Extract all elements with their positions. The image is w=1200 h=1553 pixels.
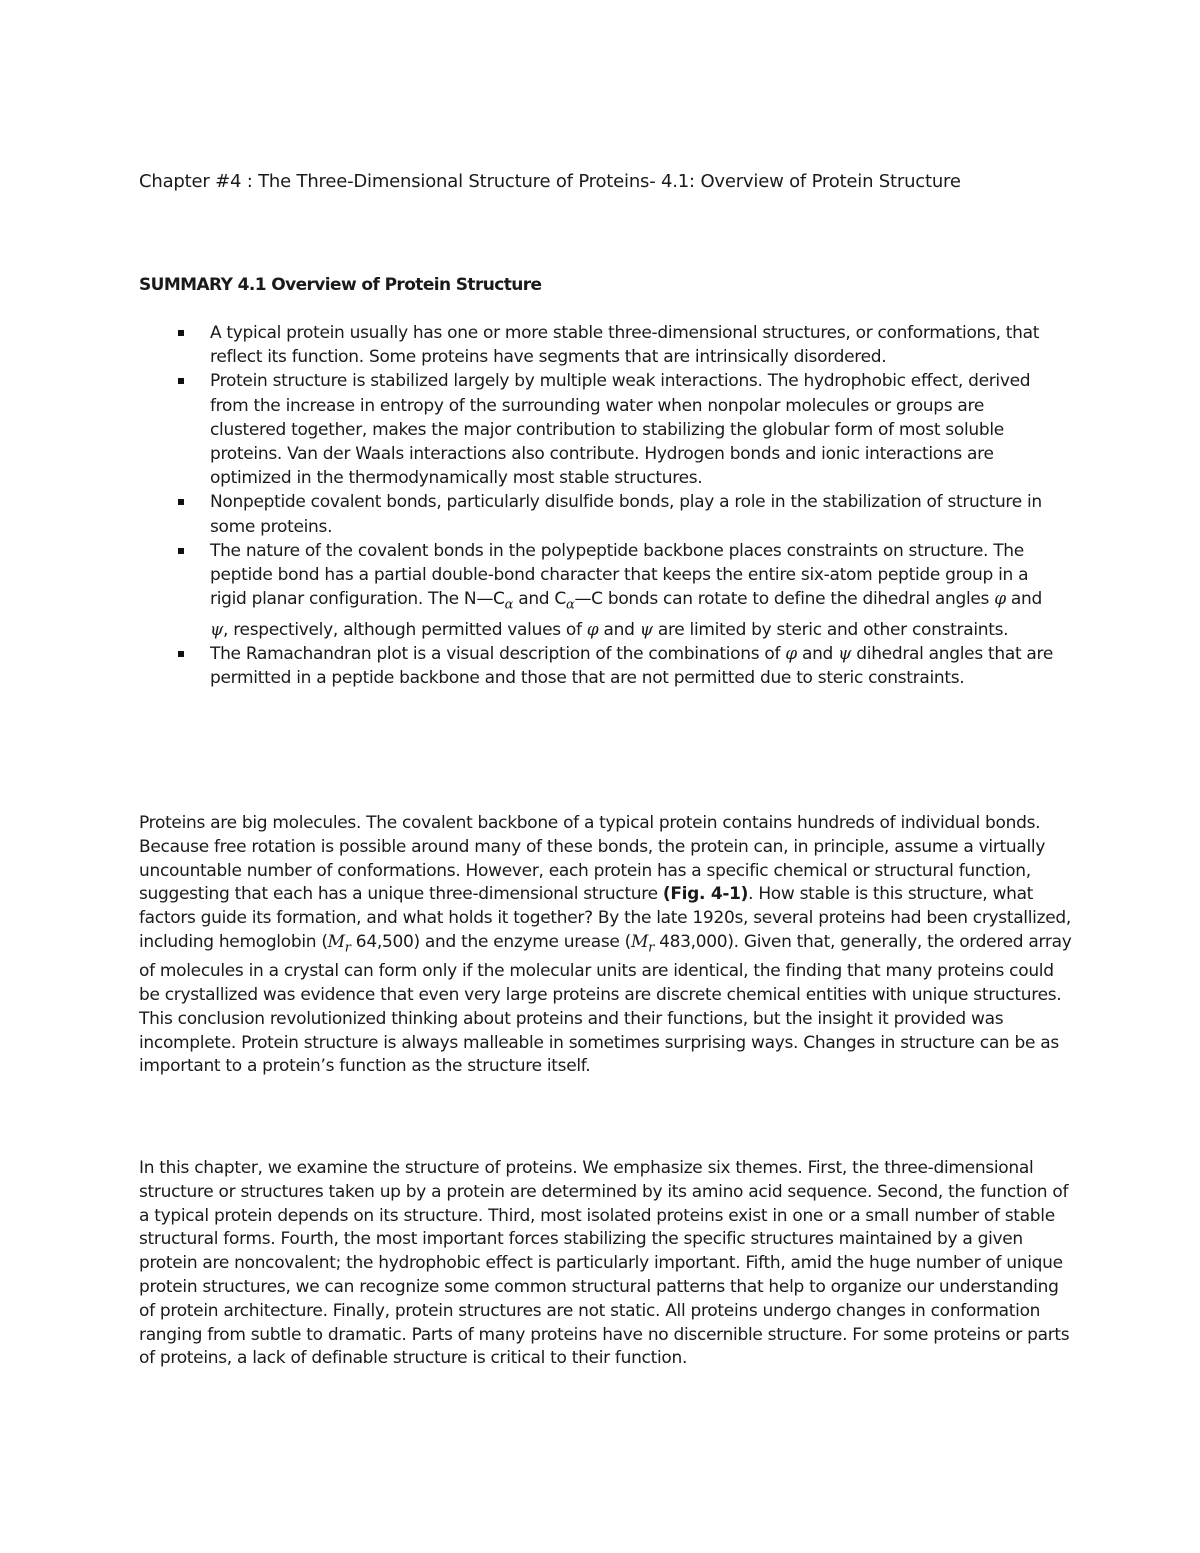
square-bullet-icon bbox=[178, 330, 184, 336]
body-paragraph-2: In this chapter, we examine the structure of proteins. We emphasize six themes. First, the three-dimensional structure or structures taken up by a protein are determined by its amino acid sequence. Second, the function of a typical protein depends on its structure. Third, most isolated proteins exist in one or a small number of stable structural forms. Fourth, the most important forces stabilizing the specific structures maintained by a given protein are noncovalent; the hydrophobic effect is particularly important. Fifth, amid the huge number of unique protein structures, we can recognize some common structural patterns that help to organize our understanding of protein architecture. Finally, protein structures are not static. All proteins undergo changes in conformation ranging from subtle to dramatic. Parts of many proteins have no discernible structure. For some proteins or parts of proteins, a lack of definable structure is critical to their function. bbox=[139, 1158, 1070, 1369]
summary-item-3 bbox=[139, 490, 1059, 538]
square-bullet-icon bbox=[178, 378, 184, 384]
chapter-title: Chapter #4 : The Three-Dimensional Structure of Proteins- 4.1: Overview of Protein Structure bbox=[139, 171, 961, 192]
square-bullet-icon bbox=[178, 651, 184, 657]
summary-item-text: A typical protein usually has one or more stable three-dimensional structures, or conformations, that reflect its function. Some proteins have segments that are intrinsically disordered. bbox=[210, 323, 1040, 368]
summary-item-2 bbox=[139, 369, 1059, 490]
square-bullet-icon bbox=[178, 548, 184, 554]
summary-item-5 bbox=[139, 642, 1059, 690]
summary-item-text: Protein structure is stabilized largely by multiple weak interactions. The hydrophobic effect, derived from the increase in entropy of the surrounding water when nonpolar molecules or groups are clustered together, makes the major contribution to stabilizing the globular form of most soluble proteins. Van der Waals interactions also contribute. Hydrogen bonds and ionic interactions are optimized in the thermodynamically most stable structures. bbox=[210, 371, 1031, 489]
summary-item-text: The Ramachandran plot is a visual description of the combinations of φ and ψ dihedral angles that are permitted in a peptide backbone and those that are not permitted due to steric constraints. bbox=[210, 644, 1054, 689]
summary-item-4 bbox=[139, 539, 1059, 642]
square-bullet-icon bbox=[178, 499, 184, 505]
summary-list bbox=[139, 321, 1059, 690]
figure-reference: (Fig. 4-1) bbox=[662, 884, 749, 905]
body-paragraph-1: Proteins are big molecules. The covalent backbone of a typical protein contains hundreds of individual bonds. Because free rotation is possible around many of these bonds, the protein can, in principle, assume a virtually uncountable number of conformations. However, each protein has a specific chemical or structural function, suggesting that each has a unique three-dimensional structure (Fig. 4-1). How stable is this structure, what factors guide its formation, and what holds it together? By the late 1920s, several proteins had been crystallized, including hemoglobin ($M_r$ 64,500) and the enzyme urease ($M_r$ 483,000). Given that, generally, the ordered array of molecules in a crystal can form only if the molecular units are identical, the finding that many proteins could be crystallized was evidence that even very large proteins are discrete chemical entities with unique structures. This conclusion revolutionized thinking about proteins and their functions, but the insight it provided was incomplete. Protein structure is always malleable in sometimes surprising ways. Changes in structure can be as important to a protein’s function as the structure itself. bbox=[139, 813, 1072, 1077]
summary-item-1 bbox=[139, 321, 1059, 369]
summary-item-text: The nature of the covalent bonds in the polypeptide backbone places constraints on structure. The peptide bond has a partial double-bond character that keeps the entire six-atom peptide group in a rigid planar configuration. The $N—C_\alpha$ and $C_\alpha—C$ bonds can rotate to define the dihedral angles φ and ψ, respectively, although permitted values of φ and ψ are limited by steric and other constraints. bbox=[210, 540, 1042, 640]
summary-item-text: Nonpeptide covalent bonds, particularly disulfide bonds, play a role in the stabilization of structure in some proteins. bbox=[210, 492, 1042, 537]
summary-heading: SUMMARY 4.1 Overview of Protein Structure bbox=[139, 275, 542, 295]
